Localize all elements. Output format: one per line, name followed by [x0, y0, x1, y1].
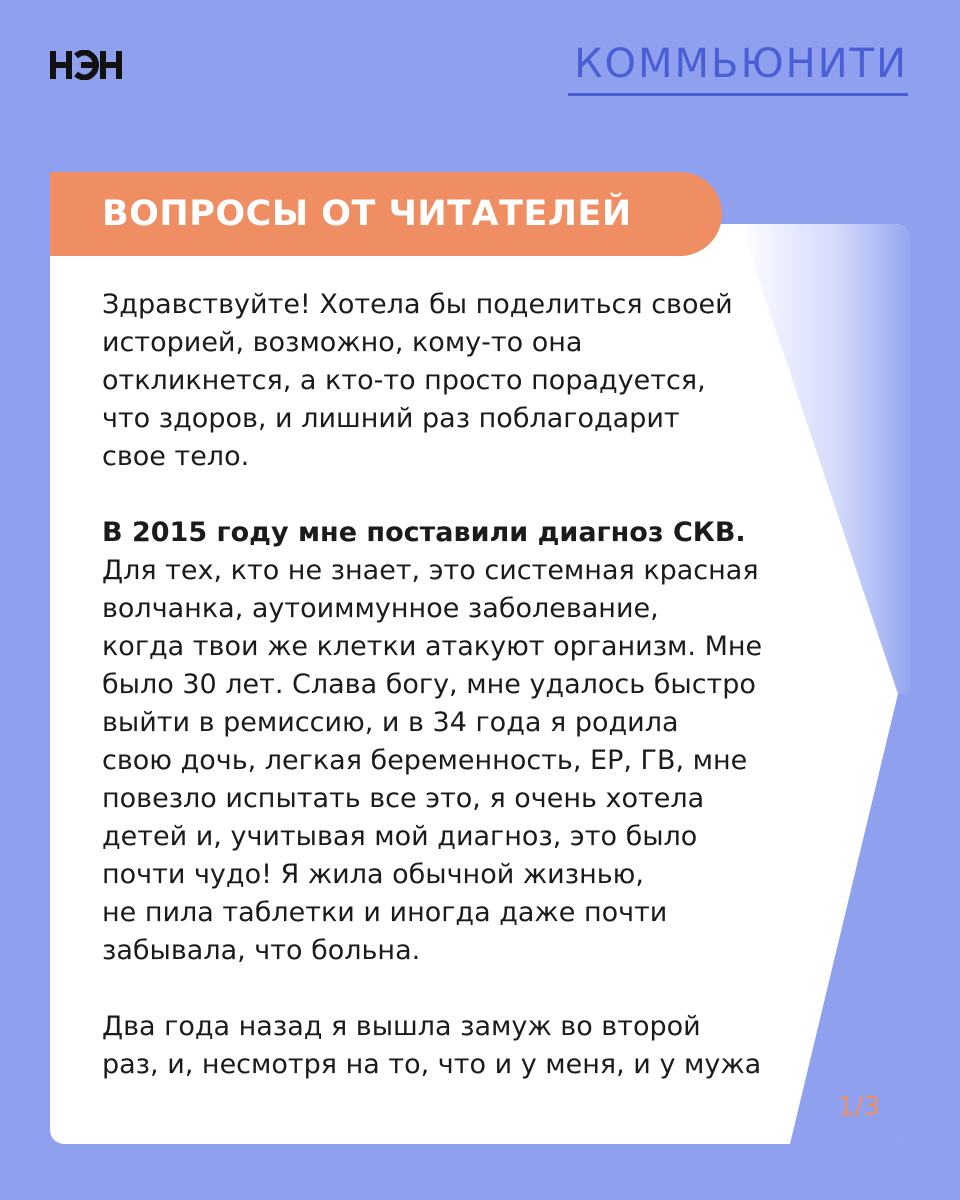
text-line: Здравствуйте! Хотела бы поделиться своей	[102, 289, 733, 320]
paragraph-gap	[102, 476, 862, 514]
text-line: Для тех, кто не знает, это системная красная	[102, 555, 759, 586]
text-line: что здоров, и лишний раз поблагодарит	[102, 403, 680, 434]
text-line: свою дочь, легкая беременность, ЕР, ГВ, мне	[102, 745, 748, 776]
brand-logo	[50, 50, 122, 80]
paragraph-gap	[102, 970, 862, 1008]
text-line: почти чудо! Я жила обычной жизнью,	[102, 859, 644, 890]
text-line: повезло испытать все это, я очень хотела	[102, 783, 705, 814]
text-line: было 30 лет. Слава богу, мне удалось быстро	[102, 669, 756, 700]
text-line: не пила таблетки и иногда даже почти	[102, 897, 668, 928]
text-line: когда твои же клетки атакуют организм. Мне	[102, 631, 763, 662]
text-line: волчанка, аутоиммунное заболевание,	[102, 593, 659, 624]
text-line: детей и, учитывая мой диагноз, это было	[102, 821, 698, 852]
section-title: ВОПРОСЫ ОТ ЧИТАТЕЛЕЙ	[102, 194, 632, 234]
paragraph-2	[102, 514, 862, 970]
text-line: выйти в ремиссию, и в 34 года я родила	[102, 707, 679, 738]
text-line: историей, возможно, кому-то она	[102, 327, 583, 358]
category-underline	[568, 93, 908, 96]
diagnosis-headline: В 2015 году мне поставили диагноз СКВ.	[102, 517, 746, 548]
text-line: Два года назад я вышла замуж во второй	[102, 1011, 701, 1042]
category-label: КОММЬЮНИТИ	[574, 41, 908, 87]
text-line: откликнется, а кто-то просто порадуется,	[102, 365, 706, 396]
paragraph-1	[102, 286, 862, 476]
letter-text	[102, 286, 862, 1084]
paragraph-3	[102, 1008, 862, 1084]
text-line: раз, и, несмотря на то, что и у меня, и у мужа	[102, 1049, 762, 1080]
page-indicator: 1/3	[838, 1092, 880, 1122]
text-line: забывала, что больна.	[102, 935, 421, 966]
text-line: свое тело.	[102, 441, 250, 472]
